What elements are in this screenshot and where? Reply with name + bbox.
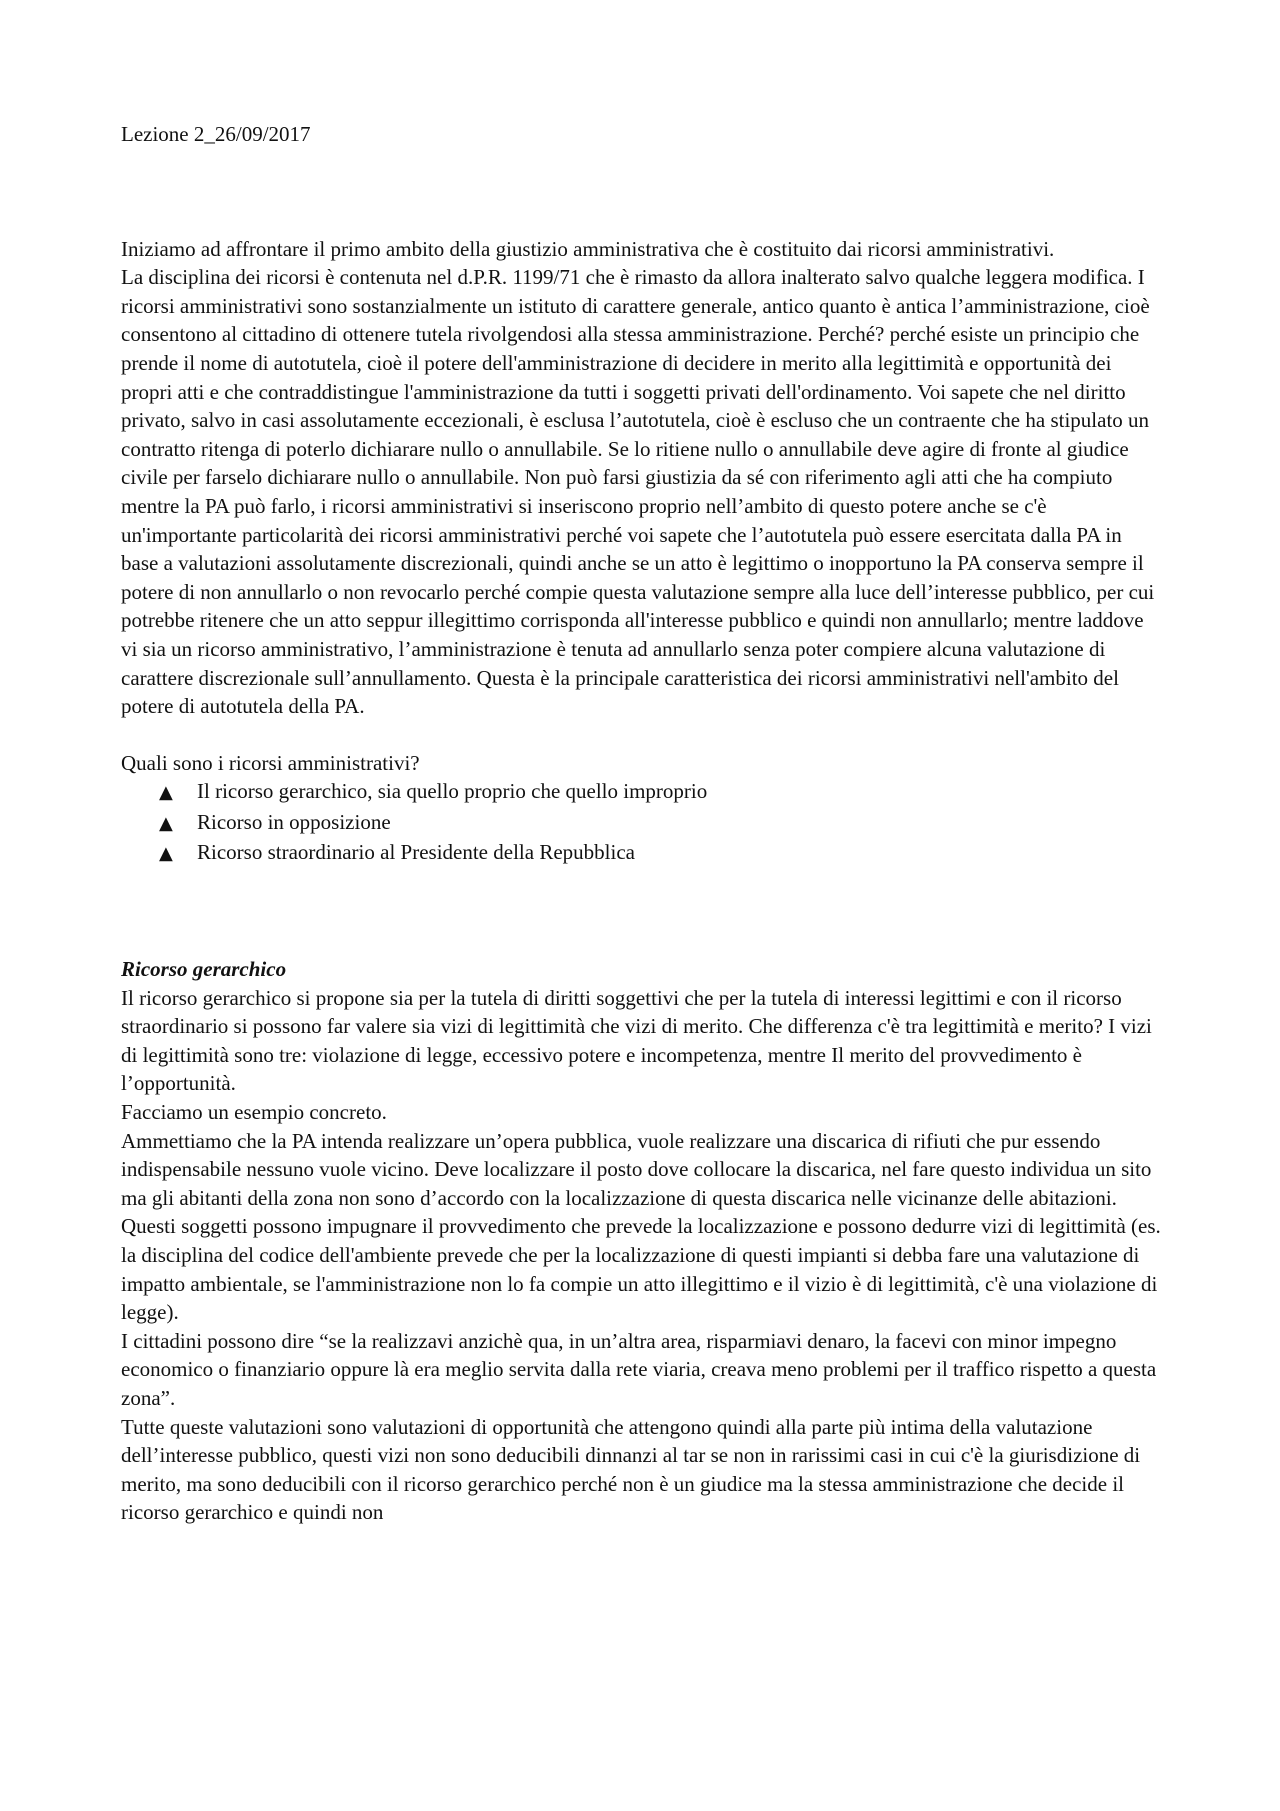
ricorsi-list (121, 777, 1161, 869)
gerarchico-paragraph-4: I cittadini possono dire “se la realizzavi anzichè qua, in un’altra area, risparmiavi denaro, la facevi con minor impegno economico o finanziario oppure là era meglio servita dalla rete viaria, creava meno problemi per il traffico rispetto a questa zona”. (121, 1328, 1157, 1410)
list-item (159, 838, 1161, 869)
list-item-text: Ricorso in opposizione (197, 809, 391, 834)
list-item-text: Ricorso straordinario al Presidente della Repubblica (197, 840, 635, 865)
gerarchico-paragraph-3: Ammettiamo che la PA intenda realizzare un’opera pubblica, vuole realizzare una discarica di rifiuti che pur essendo indispensabile nessuno vuole vicino. Deve localizzare il posto dove collocare la discarica, nel fare questo individua un sito ma gli abitanti della zona non sono d’accordo con la localizzazione di questa discarica nelle vicinanze delle abitazioni. Questi soggetti possono impugnare il provvedimento che prevede la localizzazione e possono dedurre vizi di legittimità (es. la disciplina del codice dell'ambiente prevede che per la localizzazione di questi impianti si debba fare una valutazione di impatto ambientale, se l'amministrazione non lo fa compie un atto illegittimo e il vizio è di legittimità, c'è una violazione di legge). (121, 1128, 1161, 1325)
triangle-bullet-icon: ▲ (159, 812, 173, 834)
section-heading-ricorso-gerarchico: Ricorso gerarchico (121, 957, 287, 982)
list-item (159, 808, 1161, 839)
gerarchico-paragraph-5: Tutte queste valutazioni sono valutazioni di opportunità che attengono quindi alla parte più intima della valutazione dell’interesse pubblico, questi vizi non sono deducibili dinnanzi al tar se non in rarissimi casi in cui c'è la giurisdizione di merito, ma sono deducibili con il ricorso gerarchico perché non è un giudice ma la stessa amministrazione che decide il ricorso gerarchico e quindi non (121, 1414, 1141, 1525)
intro-paragraph-1: Iniziamo ad affrontare il primo ambito della giustizio amministrativa che è costituito dai ricorsi amministrativi. (121, 236, 1055, 261)
list-item-text: Il ricorso gerarchico, sia quello proprio che quello improprio (197, 779, 708, 804)
lecture-date-line: Lezione 2_26/09/2017 (121, 122, 311, 146)
document-page (121, 120, 1161, 1527)
gerarchico-paragraph-1: Il ricorso gerarchico si propone sia per la tutela di diritti soggettivi che per la tutela di interessi legittimi e con il ricorso straordinario si possono far valere sia vizi di legittimità che vizi di merito. Che differenza c'è tra legittimità e merito? I vizi di legittimità sono tre: violazione di legge, eccessivo potere e incompetenza, mentre Il merito del provvedimento è l’opportunità. (121, 985, 1152, 1096)
intro-paragraph-2: La disciplina dei ricorsi è contenuta nel d.P.R. 1199/71 che è rimasto da allora inalterato salvo qualche leggera modifica. I ricorsi amministrativi sono sostanzialmente un istituto di carattere generale, antico quanto è antica l’amministrazione, cioè consentono al cittadino di ottenere tutela rivolgendosi alla stessa amministrazione. Perché? perché esiste un principio che prende il nome di autotutela, cioè il potere dell'amministrazione di decidere in merito alla legittimità e opportunità dei propri atti e che contraddistingue l'amministrazione da tutti i soggetti privati dell'ordinamento. Voi sapete che nel diritto privato, salvo in casi assolutamente eccezionali, è esclusa l’autotutela, cioè è escluso che un contraente che ha stipulato un contratto ritenga di poterlo dichiarare nullo o annullabile. Se lo ritiene nullo o annullabile deve agire di fronte al giudice civile per farselo dichiarare nullo o annullabile. Non può farsi giustizia da sé con riferimento agli atti che ha compiuto mentre la PA può farlo, i ricorsi amministrativi si inseriscono proprio nell’ambito di questo potere anche se c'è un'importante particolarità dei ricorsi amministrativi perché voi sapete che l’autotutela può essere esercitata dalla PA in base a valutazioni assolutamente discrezionali, quindi anche se un atto è legittimo o inopportuno la PA conserva sempre il potere di non annullarlo o non revocarlo perché compie questa valutazione sempre alla luce dell’interesse pubblico, per cui potrebbe ritenere che un atto seppur illegittimo corrisponda all'interesse pubblico e quindi non annullarlo; mentre laddove vi sia un ricorso amministrativo, l’amministrazione è tenuta ad annullarlo senza poter compiere alcuna valutazione di carattere discrezionale sull’annullamento. Questa è la principale caratteristica dei ricorsi amministrativi nell'ambito del potere di autotutela della PA. (121, 265, 1155, 719)
list-question: Quali sono i ricorsi amministrativi? (121, 750, 420, 775)
triangle-bullet-icon: ▲ (159, 843, 173, 865)
triangle-bullet-icon: ▲ (159, 782, 173, 804)
list-item (159, 777, 1161, 808)
gerarchico-paragraph-2: Facciamo un esempio concreto. (121, 1100, 387, 1125)
